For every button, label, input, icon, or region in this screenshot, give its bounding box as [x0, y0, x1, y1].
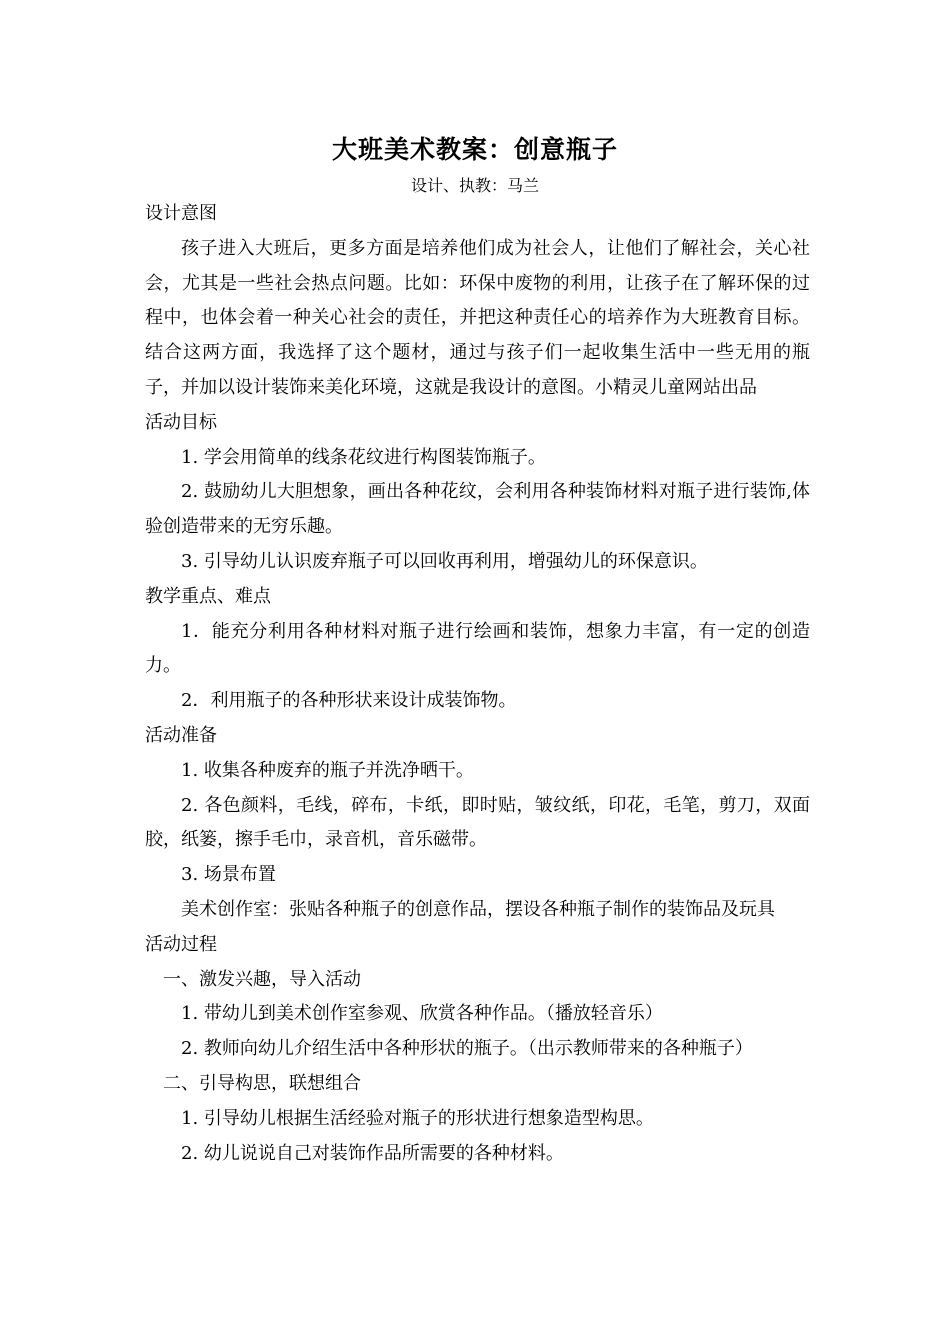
section-heading-prep: 活动准备	[145, 724, 217, 746]
prep-item: 2. 各色颜料，毛线，碎布，卡纸，即时贴，皱纹纸，印花，毛笔，剪刀，双面胶，纸篓，擦手毛巾，录音机，音乐磁带。	[145, 794, 810, 851]
section-heading-goals: 活动目标	[145, 411, 217, 433]
document-byline: 设计、执教：马兰	[410, 176, 539, 195]
focus-item: 1．能充分利用各种材料对瓶子进行绘画和装饰，想象力丰富，有一定的创造力。	[145, 620, 810, 677]
prep-item: 美术创作室：张贴各种瓶子的创意作品，摆设各种瓶子制作的装饰品及玩具	[181, 898, 775, 920]
prep-item: 1. 收集各种废弃的瓶子并洗净晒干。	[181, 759, 474, 781]
process-step-item: 2. 教师向幼儿介绍生活中各种形状的瓶子。（出示教师带来的各种瓶子）	[181, 1038, 753, 1060]
goal-item: 2. 鼓励幼儿大胆想象，画出各种花纹，会利用各种装饰材料对瓶子进行装饰,体验创造带来的无穷乐趣。	[145, 481, 810, 538]
process-step-item: 1. 带幼儿到美术创作室参观、欣赏各种作品。（播放轻音乐）	[181, 1003, 663, 1025]
process-step-title: 一、激发兴趣，导入活动	[163, 968, 361, 990]
focus-item: 2．利用瓶子的各种形状来设计成装饰物。	[181, 690, 517, 712]
section-heading-focus: 教学重点、难点	[145, 585, 271, 607]
process-step-title: 二、引导构思，联想组合	[163, 1072, 361, 1094]
document-title: 大班美术教案：创意瓶子	[331, 135, 618, 164]
prep-item: 3. 场景布置	[181, 864, 276, 886]
document-body	[145, 197, 810, 1171]
section-heading-process: 活动过程	[145, 933, 217, 955]
intent-paragraph: 孩子进入大班后，更多方面是培养他们成为社会人，让他们了解社会，关心社会，尤其是一些社会热点问题。比如：环保中废物的利用，让孩子在了解环保的过程中，也体会着一种关心社会的责任，并把这种责任心的培养作为大班教育目标。结合这两方面，我选择了这个题材，通过与孩子们一起收集生活中一些无用的瓶子，并加以设计装饰来美化环境，这就是我设计的意图。小精灵儿童网站出品	[145, 237, 810, 398]
section-heading-intent: 设计意图	[145, 203, 217, 224]
process-step-item: 2. 幼儿说说自己对装饰作品所需要的各种材料。	[181, 1142, 564, 1164]
goal-item: 1. 学会用简单的线条花纹进行构图装饰瓶子。	[181, 446, 546, 468]
goal-item: 3. 引导幼儿认识废弃瓶子可以回收再利用，增强幼儿的环保意识。	[181, 550, 708, 572]
process-step-item: 1. 引导幼儿根据生活经验对瓶子的形状进行想象造型构思。	[181, 1107, 654, 1129]
